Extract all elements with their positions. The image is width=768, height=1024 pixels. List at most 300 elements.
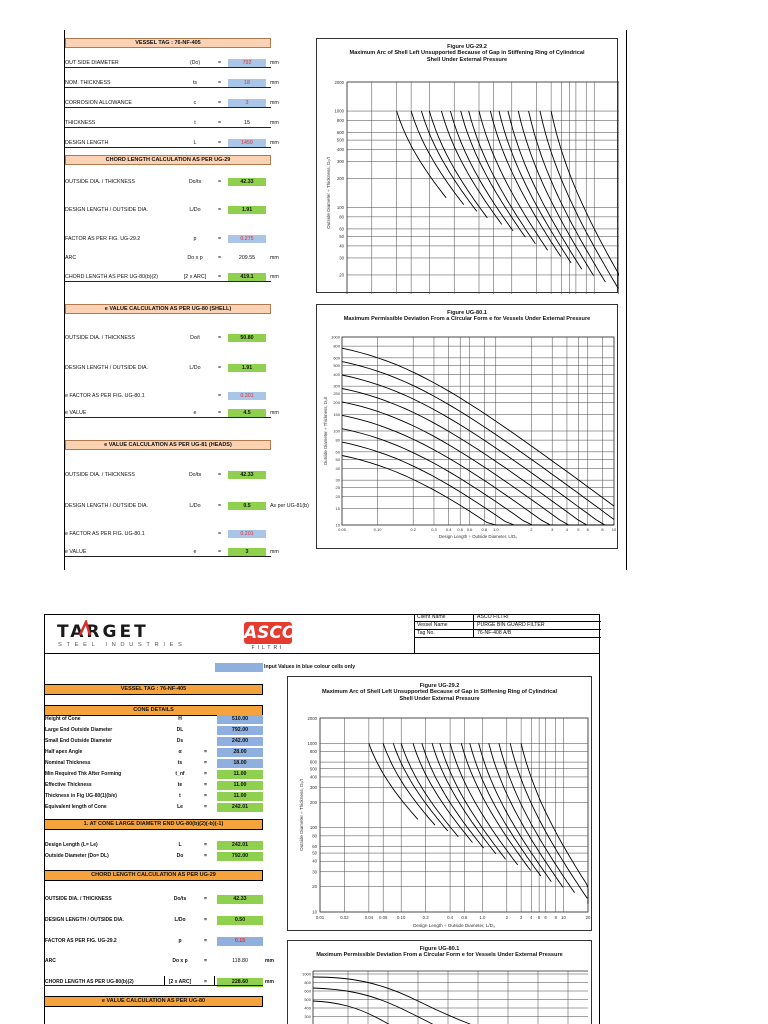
x-tick-label: 0.6 (461, 915, 468, 920)
cell-border (214, 976, 215, 985)
row-rule (65, 67, 271, 68)
row-equals: = (218, 472, 222, 478)
row-symbol: e (193, 549, 197, 555)
row-value: 1.91 (228, 364, 266, 372)
y-tick-label: 20 (312, 884, 317, 890)
vessel-tag-header-2: VESSEL TAG : 76-NF-405 (44, 684, 263, 695)
row-value: 242.01 (217, 803, 263, 812)
y-tick-label: 20 (335, 494, 340, 500)
row-equals: = (218, 410, 222, 416)
deviation-curve (342, 402, 614, 525)
row-label: e VALUE (65, 410, 87, 416)
row-value: 0.201 (228, 530, 266, 538)
y-tick-label: 500 (304, 997, 311, 1002)
x-tick-label: 4 (530, 915, 533, 920)
row-equals: = (218, 60, 222, 66)
row-label: Large End Outside Diameter (45, 727, 113, 733)
row-value: 419.1 (228, 273, 266, 281)
row-value: 4.5 (228, 409, 266, 417)
client-value: 76-NF-408 A/B (477, 630, 512, 636)
client-row (415, 622, 601, 630)
row-symbol: Do x p (172, 958, 188, 964)
client-divider (473, 630, 474, 638)
y-tick-label: 100 (309, 825, 317, 831)
y-tick-label: 500 (333, 362, 340, 368)
row-symbol: α (178, 749, 182, 755)
x-tick-label: 5 (537, 915, 541, 920)
input-note-swatch (215, 663, 263, 672)
y-tick-label: 50 (312, 850, 317, 856)
y-tick-label: 60 (339, 226, 344, 232)
row-symbol: Do (176, 853, 184, 859)
y-tick-label: 40 (335, 465, 340, 471)
figure-number: Figure UG-80.1 (447, 310, 487, 316)
figure-title: Maximum Arc of Shell Left Unsupported Because of Gap in Stiffening Ring of Cylindrical Shell Under External Pressure (321, 689, 558, 702)
y-tick-label: 200 (309, 799, 317, 805)
row-symbol: Do x p (187, 255, 203, 261)
shell-e-header: e VALUE CALCULATION AS PER UG-80 (SHELL) (65, 304, 271, 314)
row-label: Outside Diameter (Do= DL) (45, 853, 109, 859)
x-tick-label: 2 (505, 915, 509, 920)
y-tick-label: 2000 (334, 80, 344, 85)
row-value: 0.275 (228, 235, 266, 243)
client-row (415, 630, 601, 638)
deviation-curve (342, 442, 614, 525)
row-label: Equivalent length of Cone (45, 804, 107, 810)
deviation-curve (313, 988, 468, 1024)
row-rule (65, 127, 271, 128)
row-symbol: ts (192, 80, 198, 86)
arc-curve (540, 111, 618, 288)
figure-number: Figure UG-29.2 (447, 44, 487, 50)
x-tick-label: 3 (551, 527, 554, 532)
row-label: DESIGN LENGTH / OUTSIDE DIA. (65, 365, 148, 371)
y-tick-label: 600 (309, 759, 317, 765)
row-value: 50.80 (228, 334, 266, 342)
row-label: THICKNESS (65, 120, 96, 126)
arc-curve (411, 111, 464, 205)
client-value: PURGE BIN GUARD FILTER (477, 622, 545, 628)
x-tick-label: 0.3 (431, 527, 437, 532)
row-unit: mm (270, 549, 279, 555)
arc-chart-svg-b (288, 677, 593, 932)
page-border-right (626, 30, 627, 570)
row-label: CORROSION ALLOWANCE (65, 100, 132, 106)
x-tick-label: 0.5 (457, 527, 463, 532)
y-axis-label: Outside Diameter ÷ Thickness, D₀/t (299, 779, 304, 851)
y-tick-label: 800 (309, 749, 317, 755)
x-tick-label: 0.01 (315, 915, 325, 920)
deviation-chart-svg-b (288, 941, 593, 1024)
row-equals: = (218, 120, 222, 126)
x-tick-label: 0.8 (481, 527, 488, 532)
y-tick-label: 250 (333, 391, 340, 397)
page2-header-rule (44, 653, 600, 654)
row-value: 792 (228, 59, 266, 67)
row-equals: = (204, 958, 207, 964)
x-tick-label: 1.0 (479, 915, 486, 920)
row-label: OUTSIDE DIA. / THICKNESS (65, 472, 135, 478)
y-tick-label: 100 (336, 205, 344, 211)
row-equals: = (218, 503, 222, 509)
client-key: Tag No. (417, 630, 435, 636)
row-label: e FACTOR AS PER FIG. UG-80.1 (65, 531, 145, 537)
cell-border (164, 976, 165, 985)
row-label: DESIGN LENGTH (65, 140, 109, 146)
client-divider (473, 614, 474, 622)
row-symbol: ts (177, 760, 183, 766)
row-equals: = (204, 782, 207, 788)
row-label: FACTOR AS PER FIG. UG-29.2 (65, 236, 141, 242)
y-tick-label: 80 (312, 833, 317, 839)
row-value: 0.50 (217, 916, 263, 925)
row-value: 11.00 (217, 770, 263, 779)
page-border-left (64, 30, 65, 570)
x-tick-label: 4 (565, 527, 569, 532)
plot-frame (347, 82, 619, 294)
y-tick-label: 600 (304, 988, 311, 994)
row-equals: = (218, 365, 222, 371)
arc-curve (383, 743, 435, 825)
x-tick-label: 2 (530, 527, 533, 532)
row-symbol: t (194, 120, 196, 126)
row-equals: = (204, 771, 207, 777)
row-equals: = (204, 896, 207, 902)
row-equals: = (204, 938, 207, 944)
row-label: Thickness in Fig UG-80(1)(b/e) (45, 793, 117, 799)
row-unit: mm (270, 80, 279, 86)
row-symbol: t_nf (175, 771, 185, 777)
arc-curve (401, 743, 458, 836)
heads-e-header: e VALUE CALCULATION AS PER UG-81 (HEADS) (65, 440, 271, 450)
chord-length-header: CHORD LENGTH CALCULATION AS PER UG-29 (65, 155, 271, 165)
asco-logo: ASCO FILTRI (244, 623, 297, 651)
arc-curve (421, 111, 476, 211)
row-value: 242.01 (217, 841, 263, 850)
row-label: OUTSIDE DIA. / THICKNESS (65, 179, 135, 185)
figure-ug-80-1-b (287, 940, 592, 1024)
row-unit: mm (270, 140, 279, 146)
row-value: 0.15 (217, 937, 263, 946)
deviation-curve (313, 977, 518, 1024)
client-value: ASCO FILTRI (477, 614, 509, 620)
x-tick-label: 0.02 (340, 915, 349, 920)
row-equals: = (204, 749, 207, 755)
row-symbol: te (177, 782, 183, 788)
row-label: DESIGN LENGTH / OUTSIDE DIA. (45, 917, 124, 923)
row-label: e VALUE (65, 549, 87, 555)
y-tick-label: 600 (333, 355, 340, 361)
row-equals: = (204, 853, 207, 859)
y-tick-label: 500 (336, 137, 344, 143)
y-tick-label: 100 (333, 428, 340, 434)
row-equals: = (204, 979, 207, 985)
input-note: Input Values in blue colour cells only (264, 664, 356, 670)
x-tick-label: 0.2 (410, 527, 416, 532)
row-label: Height of Cone (45, 716, 81, 722)
large-end-header: 1. AT CONE LARGE DIAMETR END UG-80(b)(2)(-b)(-1) (44, 819, 263, 830)
row-label: e FACTOR AS PER FIG. UG-80.1 (65, 393, 145, 399)
y-tick-label: 800 (304, 980, 311, 985)
row-value: 18 (228, 79, 266, 87)
row-value: 510.00 (217, 715, 263, 724)
y-tick-label: 200 (336, 175, 344, 181)
row-label: NOM. THICKNESS (65, 80, 111, 86)
vessel-tag-header: VESSEL TAG : 76-NF-405 (65, 38, 271, 48)
row-label: CHORD LENGTH AS PER UG-80(b)(2) (45, 979, 134, 985)
x-tick-label: 3 (519, 915, 523, 920)
row-rule (65, 417, 271, 418)
row-symbol: p (178, 938, 182, 944)
y-tick-label: 80 (339, 214, 344, 220)
client-row (415, 614, 601, 622)
row-symbol: t (179, 793, 181, 799)
row-symbol: L (178, 842, 182, 848)
y-tick-label: 600 (336, 129, 344, 135)
row-label: OUTSIDE DIA. / THICKNESS (45, 896, 112, 902)
x-tick-label: 8 (554, 915, 557, 920)
row-equals: = (204, 804, 207, 810)
e-value-header-2: e VALUE CALCULATION AS PER UG-80 (44, 996, 263, 1007)
target-logo: TARGET STEEL INDUSTRIES (57, 622, 187, 648)
arc-curve (393, 743, 448, 831)
row-symbol: [2 x ARC] (168, 979, 192, 985)
plot-frame (320, 718, 588, 912)
row-label: Small End Outside Diameter (45, 738, 112, 744)
row-label: Nominal Thickness (45, 760, 91, 766)
y-tick-label: 50 (335, 456, 340, 462)
figure-title: Maximum Permissible Deviation From a Circular Form e for Vessels Under External Pressure (316, 952, 563, 958)
row-symbol: Le (177, 804, 183, 810)
row-symbol: c (193, 100, 197, 106)
row-symbol: L/Do (189, 365, 201, 371)
y-tick-label: 2000 (307, 716, 317, 721)
row-equals: = (204, 917, 207, 923)
row-symbol: p (193, 236, 197, 242)
row-equals: = (218, 207, 222, 213)
row-symbol: Do/ts (188, 179, 202, 185)
row-equals: = (218, 80, 222, 86)
row-label: Effective Thickness (45, 782, 92, 788)
y-tick-label: 400 (333, 371, 340, 377)
row-rule (65, 87, 271, 88)
x-tick-label: 20 (585, 915, 591, 920)
figure-number: Figure UG-80.1 (419, 946, 460, 952)
row-unit: mm (270, 100, 279, 106)
row-label: CHORD LENGTH AS PER UG-80(b)(2) (65, 274, 159, 280)
row-value: 42.33 (228, 178, 266, 186)
y-tick-label: 80 (335, 437, 340, 443)
row-label: Design Length (L= Le) (45, 842, 98, 848)
y-tick-label: 10 (312, 909, 317, 915)
row-label: OUT SIDE DIAMETER (65, 60, 119, 66)
row-label: ARC (65, 255, 77, 261)
row-value: 28.00 (217, 748, 263, 757)
client-key: Client Name (417, 614, 446, 620)
chord-length-header-2: CHORD LENGTH CALCULATION AS PER UG-29 (44, 870, 263, 881)
row-equals: = (218, 100, 222, 106)
x-axis-label: Design Length ÷ Outside Diameter, L/D₀ (413, 923, 495, 928)
row-value: 3 (228, 99, 266, 107)
row-label: DESIGN LENGTH / OUTSIDE DIA. (65, 503, 148, 509)
row-label: Min Required Thk After Forming (45, 771, 122, 777)
x-tick-label: 0.6 (466, 527, 473, 532)
row-rule (65, 147, 271, 148)
row-value: 1.91 (228, 206, 266, 214)
row-equals: = (218, 236, 222, 242)
x-tick-label: 0.10 (396, 915, 406, 920)
y-axis-label: Outside Diameter ÷ Thickness, D₀/t (326, 157, 331, 229)
row-symbol: L/Do (189, 207, 201, 213)
y-tick-label: 30 (312, 869, 317, 875)
row-value: 209.55 (238, 255, 256, 261)
y-tick-label: 400 (304, 1005, 311, 1011)
x-tick-label: 0.2 (422, 915, 429, 920)
row-equals: = (204, 793, 207, 799)
cone-details-header: CONE DETAILS (44, 705, 263, 716)
row-equals: = (218, 274, 222, 280)
row-equals: = (218, 335, 222, 341)
x-tick-label: 0.05 (338, 527, 346, 532)
y-tick-label: 20 (339, 272, 344, 278)
row-unit: mm (270, 255, 279, 261)
figure-title: Maximum Permissible Deviation From a Circular Form e for Vessels Under External Pressure (343, 316, 591, 322)
row-symbol: (Do) (189, 60, 201, 66)
row-value: 228.60 (217, 978, 263, 987)
row-unit: mm (265, 979, 274, 985)
x-tick-label: 1.0 (493, 527, 499, 532)
row-label: DESIGN LENGTH / OUTSIDE DIA. (65, 207, 148, 213)
y-tick-label: 30 (335, 477, 340, 483)
y-tick-label: 200 (333, 400, 340, 406)
row-rule (44, 985, 263, 986)
row-value: 1459 (228, 139, 266, 147)
figure-number: Figure UG-29.2 (419, 683, 460, 689)
row-symbol: [2 x ARC] (183, 274, 207, 280)
row-equals: = (218, 179, 222, 185)
row-value: 11.00 (217, 781, 263, 790)
row-rule (65, 107, 271, 108)
x-tick-label: 0.4 (445, 527, 452, 532)
row-symbol: Do/ts (173, 896, 187, 902)
client-info-table (414, 614, 600, 653)
x-tick-label: 0.04 (364, 915, 374, 920)
x-tick-label: 10 (611, 527, 617, 532)
y-tick-label: 1000 (331, 334, 340, 340)
row-equals: = (218, 549, 222, 555)
row-value: 42.33 (228, 471, 266, 479)
y-tick-label: 800 (333, 343, 340, 349)
arc-curve (510, 743, 587, 898)
x-axis-label: Design Length ÷ Outside Diameter, L/D₀ (438, 534, 518, 539)
y-tick-label: 150 (333, 411, 340, 417)
y-tick-label: 30 (339, 255, 344, 261)
deviation-curve (342, 348, 614, 506)
x-tick-label: 6 (544, 915, 547, 920)
y-tick-label: 40 (339, 243, 344, 249)
y-tick-label: 1000 (334, 108, 344, 114)
row-symbol: L/Do (174, 917, 186, 923)
y-axis-label: Outside Diameter ÷ Thickness, D₀/t (323, 396, 328, 466)
row-unit: mm (270, 60, 279, 66)
figure-ug-29-2-b (287, 676, 592, 931)
y-tick-label: 1000 (302, 971, 311, 977)
deviation-chart-svg (317, 305, 619, 550)
y-tick-label: 300 (333, 383, 340, 389)
row-value: 0.5 (228, 502, 266, 510)
y-tick-label: 500 (309, 766, 317, 772)
arc-chart-svg (317, 39, 619, 294)
y-tick-label: 15 (335, 505, 340, 511)
y-tick-label: 800 (336, 117, 344, 123)
row-equals: = (218, 531, 222, 537)
figure-ug-80-1 (316, 304, 618, 549)
row-equals: = (218, 255, 222, 261)
client-key: Vessel Name (417, 622, 448, 628)
arc-curve (397, 111, 447, 198)
x-tick-label: 5 (577, 527, 580, 532)
row-symbol: L/Do (189, 503, 201, 509)
row-value: 15 (244, 120, 250, 126)
row-unit: As per UG-81(b) (270, 503, 309, 509)
y-tick-label: 50 (339, 234, 344, 240)
y-tick-label: 40 (312, 858, 317, 864)
row-value: 242.00 (217, 737, 263, 746)
row-value: 118.80 (232, 958, 248, 964)
x-tick-label: 6 (586, 527, 589, 532)
row-symbol: Ds (176, 738, 184, 744)
row-value: 11.00 (217, 792, 263, 801)
deviation-curve (342, 362, 614, 520)
y-tick-label: 25 (335, 485, 340, 491)
y-tick-label: 10 (335, 522, 340, 528)
y-tick-label: 400 (336, 146, 344, 152)
row-symbol: H (178, 716, 182, 722)
row-equals: = (218, 140, 222, 146)
row-label: Half apex Angle (45, 749, 83, 755)
x-tick-label: 10 (561, 915, 566, 920)
row-value: 42.33 (217, 895, 263, 904)
y-tick-label: 60 (335, 449, 340, 455)
row-value: 792.00 (217, 852, 263, 861)
figure-title: Maximum Arc of Shell Left Unsupported Because of Gap in Stiffening Ring of Cylindrical Shell Under External Pressure (349, 50, 585, 63)
row-unit: mm (270, 120, 279, 126)
y-tick-label: 60 (312, 843, 317, 849)
y-tick-label: 400 (309, 774, 317, 780)
row-equals: = (204, 842, 207, 848)
row-symbol: Do/t (190, 335, 200, 341)
row-value: 18.00 (217, 759, 263, 768)
row-value: 0.301 (228, 392, 266, 400)
x-tick-label: 8 (601, 527, 604, 532)
row-rule (65, 556, 271, 557)
row-unit: mm (270, 410, 279, 416)
row-label: ARC (45, 958, 56, 964)
row-symbol: Do/ts (188, 472, 202, 478)
row-label: OUTSIDE DIA. / THICKNESS (65, 335, 135, 341)
figure-ug-29-2 (316, 38, 618, 293)
y-tick-label: 1000 (307, 740, 317, 746)
row-value: 792.00 (217, 726, 263, 735)
x-tick-label: 0.4 (447, 915, 454, 920)
row-rule (65, 281, 271, 282)
x-tick-label: 0.10 (373, 527, 382, 532)
arc-curve (429, 111, 487, 218)
row-equals: = (218, 393, 222, 399)
row-unit: mm (265, 958, 274, 964)
target-logo-mark (79, 620, 89, 634)
x-tick-label: 0.06 (378, 915, 388, 920)
